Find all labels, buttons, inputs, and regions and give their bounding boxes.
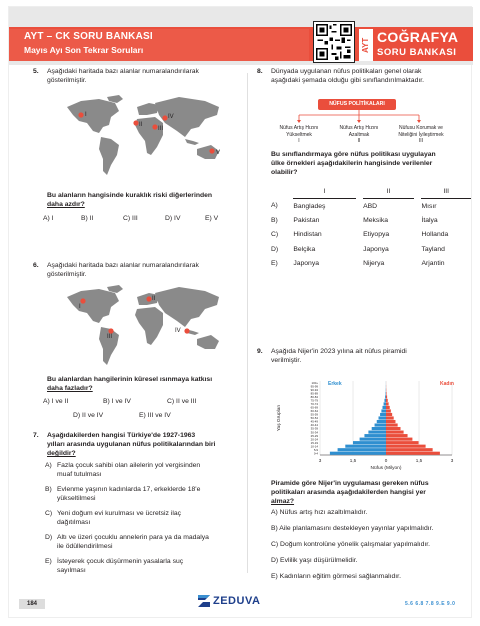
policy-item-1: Nüfus Artış Hızını Yükseltmek I xyxy=(279,125,319,144)
question-number: 5. xyxy=(33,68,39,75)
grade-levels: 5.6 6.8 7.8 9.E 9.0 xyxy=(405,601,456,607)
male-bar xyxy=(368,431,386,434)
female-bar xyxy=(386,416,394,419)
male-bar xyxy=(380,413,386,416)
question-6 xyxy=(33,261,243,421)
x-tick-label: 1,5 xyxy=(415,458,423,463)
question-stem-line: yılları arasında uygulanan nüfus politikalarından biri xyxy=(47,441,216,448)
table-header xyxy=(271,184,471,199)
age-group-label: 45-49 xyxy=(310,419,318,424)
header-title: AYT – CK SORU BANKASI xyxy=(24,31,153,42)
answer-option-c[interactable]: C) Doğum kontrolüne yönelik çalışmalar yapılmalıdır. xyxy=(271,541,431,548)
age-group-label: 0-4 xyxy=(313,451,318,456)
answer-option-a[interactable]: A) Bangladeş ABD Mısır xyxy=(271,202,437,210)
age-group-label: 20-24 xyxy=(310,437,318,442)
answer-option-e[interactable]: E) Japonya Nijerya Arjantin xyxy=(271,260,445,268)
answer-option-d[interactable]: D) Evlilik yaşı düşürülmelidir. xyxy=(271,557,358,564)
map-marker-label: I xyxy=(79,304,81,310)
female-bar xyxy=(386,438,412,441)
female-bar xyxy=(386,448,433,451)
legend-female: Kadın xyxy=(440,381,454,387)
map-marker-label: IV xyxy=(175,328,181,334)
world-map xyxy=(59,93,231,181)
map-marker-label: I xyxy=(85,112,87,118)
question-9-prompt: Piramide göre Nijer'in uygulaması gereken nüfus politikaları arasında aşağıdakilerden hangisi yer almaz? xyxy=(271,480,429,505)
policy-item-3: Nüfusu Korumak ve Niteliğini İyileştirmek III xyxy=(398,125,444,144)
answer-table xyxy=(271,184,471,271)
male-bar xyxy=(345,445,386,448)
female-bar xyxy=(386,413,392,416)
question-stem-line: verilmiştir. xyxy=(271,357,302,364)
question-stem-line: Aşağıda Nijer'in 2023 yılına ait nüfus piramidi xyxy=(271,348,407,355)
answer-option-c[interactable]: C) Hindistan Etiyopya Hollanda xyxy=(271,231,449,239)
age-group-label: 5-9 xyxy=(313,447,318,452)
age-group-label: 55-59 xyxy=(310,412,318,417)
female-bar xyxy=(386,420,395,423)
male-bar xyxy=(384,402,386,405)
map-marker-label: III xyxy=(107,334,113,340)
map-marker-label: III xyxy=(158,126,164,132)
age-group-label: 30-34 xyxy=(310,430,318,435)
y-axis-title: Yaş Grupları xyxy=(277,404,282,432)
question-stem-line: Dünyada uygulanan nüfus politikaları genel olarak xyxy=(271,68,422,75)
x-tick-label: 1,5 xyxy=(349,458,357,463)
map-marker-label: IV xyxy=(168,114,174,120)
zeduva-logo-icon xyxy=(197,593,211,609)
female-bar xyxy=(386,434,408,437)
answer-option-c[interactable]: C) III xyxy=(123,215,138,222)
age-group-label: 15-19 xyxy=(310,440,318,445)
male-bar xyxy=(381,409,386,412)
age-group-label: 50-54 xyxy=(310,416,318,421)
page xyxy=(8,6,472,618)
male-bar xyxy=(372,427,386,430)
population-pyramid-svg xyxy=(274,373,474,473)
female-bar xyxy=(386,395,387,398)
female-bar xyxy=(386,399,388,402)
age-group-label: 25-29 xyxy=(310,433,318,438)
age-group-label: 95-99 xyxy=(310,384,318,389)
column-divider xyxy=(247,73,248,573)
answer-option-e[interactable]: E) Kadınların eğitim görmesi sağlanmalıdır. xyxy=(271,573,401,580)
question-prompt-emphasis: daha azdır? xyxy=(47,201,85,208)
female-bar xyxy=(386,452,440,455)
female-bar xyxy=(386,402,389,405)
age-group-label: 75-79 xyxy=(310,398,318,403)
female-bar xyxy=(386,406,390,409)
male-bar xyxy=(330,452,386,455)
female-bar xyxy=(386,427,401,430)
question-5 xyxy=(33,67,243,227)
age-group-label: 85-89 xyxy=(310,391,318,396)
question-stem-line: gösterilmiştir. xyxy=(47,271,87,278)
column-header: I xyxy=(293,184,356,199)
male-bar xyxy=(382,406,386,409)
header-subtitle: Mayıs Ayı Son Tekrar Soruları xyxy=(24,45,144,55)
answer-option-a[interactable]: A) Nüfus artış hızı azaltılmalıdır. xyxy=(271,509,368,516)
age-group-label: 100+ xyxy=(311,380,318,385)
question-stem-emphasis: değildir? xyxy=(47,450,76,457)
brand-subtitle: SORU BANKASI xyxy=(377,47,457,58)
male-bar xyxy=(360,438,386,441)
age-group-label: 35-39 xyxy=(310,426,318,431)
answer-option-e[interactable]: E) III ve IV xyxy=(139,412,171,419)
question-8-prompt: Bu sınıflandırmaya göre nüfus politikası uygulayan ülke örnekleri aşağıdakilerin hangisinde verilenler olabilir? xyxy=(271,151,436,176)
question-7: 7. Aşağıdakilerden hangisi Türkiye'de 1927-1963 yılları arasında uygulanan nüfus politikalarından biri değildir? A) Fazla çocuk sahibi olan ailelerin yol vergisinden muaf tutulması B) Evlenme yaşının kadınlarda 17, erkeklerde 18'e yükseltilmesi C) Yeni doğum evi kurulması ve ücretsiz ilaç dağıtılması D) Altı ve üzeri çocuklu annelerin para ya da madalya ile ödüllendirilmesi E) İsteyerek çocuk düşürmenin yasalarla suç sayılması xyxy=(33,432,216,574)
question-9-options xyxy=(271,509,471,589)
female-bar xyxy=(386,409,391,412)
answer-option-b[interactable]: B) Pakistan Meksika İtalya xyxy=(271,216,438,224)
answer-option-d[interactable]: D) II ve IV xyxy=(73,412,104,419)
header xyxy=(9,7,473,65)
age-group-label: 65-69 xyxy=(310,405,318,410)
male-bar xyxy=(353,441,386,444)
male-bar xyxy=(338,448,386,451)
answer-option-b[interactable]: B) Aile planlamasını destekleyen yayınlar yapılmalıdır. xyxy=(271,525,434,532)
age-group-label: 70-74 xyxy=(310,402,318,407)
question-stem-line: gösterilmiştir. xyxy=(47,77,87,84)
policy-diagram-title: NÜFUS POLİTİKALARI xyxy=(318,99,396,110)
population-pyramid-chart xyxy=(274,373,474,473)
male-bar xyxy=(375,423,386,426)
policy-item-2: Nüfus Artış Hızını Azaltmak II xyxy=(339,125,379,144)
female-bar xyxy=(386,431,404,434)
female-bar xyxy=(386,423,398,426)
answer-option-b[interactable]: B) II xyxy=(81,215,94,222)
ayt-badge: AYT xyxy=(359,29,373,61)
male-bar xyxy=(385,395,386,398)
x-tick-label: 3 xyxy=(318,458,322,463)
page-number: 184 xyxy=(19,599,45,609)
x-tick-label: 0 xyxy=(384,458,388,463)
male-bar xyxy=(377,420,386,423)
male-bar xyxy=(364,434,386,437)
map-marker-label: II xyxy=(152,296,156,302)
answer-option-a[interactable]: A) I xyxy=(43,215,54,222)
brand-title: COĞRAFYA xyxy=(377,29,459,45)
policy-diagram-arrows xyxy=(279,110,439,124)
question-stem-line: Aşağıdaki haritada bazı alanlar numaralandırılarak xyxy=(47,262,199,269)
age-group-label: 10-14 xyxy=(310,444,318,449)
answer-option-d[interactable]: D) Belçika Japonya Tayland xyxy=(271,245,445,253)
answer-option-b[interactable]: B) I ve IV xyxy=(103,398,131,405)
question-number: 8. xyxy=(257,68,263,75)
male-bar xyxy=(384,399,386,402)
age-group-label: 80-84 xyxy=(310,395,318,400)
answer-option-a[interactable]: A) I ve II xyxy=(43,398,69,405)
answer-option-e[interactable]: E) V xyxy=(205,215,219,222)
x-axis-title: Nüfus (Milyon) xyxy=(370,466,402,471)
question-9 xyxy=(257,347,471,367)
map-marker-label: V xyxy=(216,150,221,156)
question-prompt: Bu alanların hangisinde kuraklık riski diğerlerinden xyxy=(47,192,213,199)
map-marker-label: II xyxy=(139,122,143,128)
age-group-label: 60-64 xyxy=(310,409,318,414)
female-bar xyxy=(386,441,419,444)
column-header: II xyxy=(363,184,414,199)
x-tick-label: 3 xyxy=(450,458,454,463)
question-number: 7. xyxy=(33,432,39,439)
answer-option-d[interactable]: D) IV xyxy=(165,215,181,222)
age-group-label: 90-94 xyxy=(310,387,318,392)
male-bar xyxy=(379,416,386,419)
age-group-label: 40-44 xyxy=(310,423,318,428)
question-stem-line: Aşağıdakilerden hangisi Türkiye'de 1927-1963 xyxy=(47,432,196,439)
publisher-logo: ZEDUVA xyxy=(213,595,261,607)
question-number: 9. xyxy=(257,348,263,355)
question-stem-line: aşağıdaki şemada olduğu gibi sınıflandırılmaktadır. xyxy=(271,77,425,84)
female-bar xyxy=(386,392,387,395)
column-header: III xyxy=(421,184,471,199)
legend-male: Erkek xyxy=(328,381,342,387)
question-stem-line: Aşağıdaki haritada bazı alanlar numaralandırılarak xyxy=(47,68,199,75)
female-bar xyxy=(386,445,426,448)
question-number: 6. xyxy=(33,262,39,269)
world-map xyxy=(59,283,231,371)
answer-option-c[interactable]: C) II ve III xyxy=(167,398,197,405)
qr-code-icon[interactable] xyxy=(313,21,355,63)
question-prompt-emphasis: daha fazladır? xyxy=(47,385,93,392)
question-prompt: Bu alanlardan hangilerinin küresel ısınmaya katkısı xyxy=(47,376,213,383)
